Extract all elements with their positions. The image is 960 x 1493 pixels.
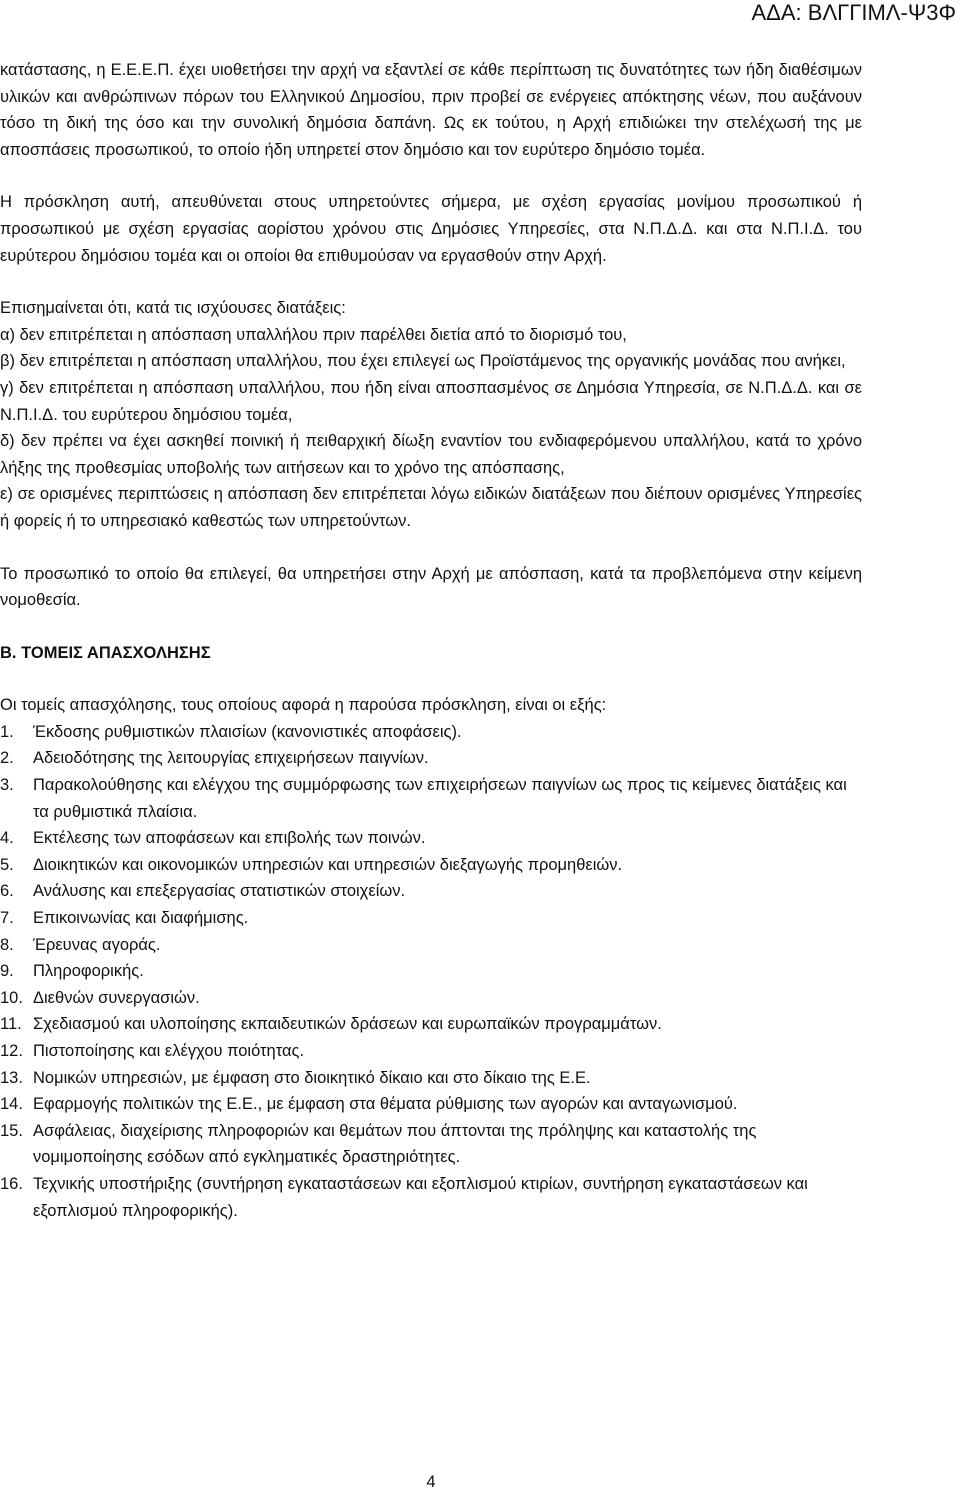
list-item — [0, 1091, 862, 1118]
list-item — [0, 852, 862, 879]
list-item — [0, 1171, 862, 1224]
list-text: Έρευνας αγοράς. — [33, 935, 161, 954]
provision-a: α) δεν επιτρέπεται η απόσπαση υπαλλήλου πριν παρέλθει διετία από το διορισμό του, — [0, 325, 627, 344]
list-number: 12. — [0, 1042, 23, 1060]
paragraph-invitation: Η πρόσκληση αυτή, απευθύνεται στους υπηρετούντες σήμερα, με σχέση εργασίας μονίμου προσωπικού ή προσωπικού με σχέση εργασίας αορίστου χρόνου στις Δημόσιες Υπηρεσίες, στα Ν.Π.Δ.Δ. και στα Ν.Π.Ι.Δ. του ευρύτερου δημόσιου τομέα και οι οποίοι θα επιθυμούσαν να εργασθούν στην Αρχή. — [0, 193, 862, 265]
list-number: 4. — [0, 829, 14, 848]
list-item — [0, 958, 862, 985]
list-text: Παρακολούθησης και ελέγχου της συμμόρφωσης των επιχειρήσεων παιγνίων ως προς τις κείμενες διατάξεις και τα ρυθμιστικά πλαίσια. — [33, 776, 847, 821]
list-text: Πληροφορικής. — [33, 962, 144, 981]
list-item — [0, 1038, 862, 1065]
list-number: 11. — [0, 1015, 22, 1034]
list-item — [0, 1011, 862, 1038]
list-item — [0, 745, 862, 772]
list-item — [0, 932, 862, 959]
list-text: Εφαρμογής πολιτικών της Ε.Ε., με έμφαση στα θέματα ρύθμισης των αγορών και ανταγωνισμού. — [33, 1095, 738, 1114]
list-text: Ανάλυσης και επεξεργασίας στατιστικών στοιχείων. — [33, 882, 406, 901]
list-item — [0, 1118, 862, 1171]
list-number: 1. — [0, 722, 14, 741]
list-text: Ασφάλειας, διαχείρισης πληροφοριών και θεμάτων που άπτονται της πρόληψης και καταστολής της νομιμοποίησης εσόδων από εγκληματικές δραστηριότητες. — [33, 1121, 757, 1167]
list-item — [0, 825, 862, 852]
paragraph-intro: κατάστασης, η Ε.Ε.Ε.Π. έχει υιοθετήσει την αρχή να εξαντλεί σε κάθε περίπτωση τις δυνατότητες των ήδη διαθέσιμων υλικών και ανθρώπινων πόρων του Ελληνικού Δημοσίου, πριν προβεί σε ενέργειες απόκτησης νέων, που αυξάνουν τόσο τη δική της όσο και την συνολική δημόσια δαπάνη. Ως εκ τούτου, η Αρχή επιδιώκει την στελέχωσή της με αποσπάσεις προσωπικού, το οποίο ήδη υπηρετεί στον δημόσιο και τον ευρύτερο δημόσιο τομέα. — [0, 61, 862, 159]
list-text: Σχεδιασμού και υλοποίησης εκπαιδευτικών δράσεων και ευρωπαϊκών προγραμμάτων. — [33, 1015, 662, 1034]
list-item — [0, 719, 862, 746]
list-item — [0, 878, 862, 905]
list-text: Αδειοδότησης της λειτουργίας επιχειρήσεων παιγνίων. — [33, 749, 429, 768]
list-number: 7. — [0, 909, 14, 928]
paragraph-secondment: Το προσωπικό το οποίο θα επιλεγεί, θα υπηρετήσει στην Αρχή με απόσπαση, κατά τα προβλεπόμενα στην κείμενη νομοθεσία. — [0, 564, 862, 610]
section-heading: Β. ΤΟΜΕΙΣ ΑΠΑΣΧΟΛΗΣΗΣ — [0, 643, 211, 662]
page-number: 4 — [426, 1473, 436, 1491]
list-number: 3. — [0, 776, 14, 795]
provision-b: β) δεν επιτρέπεται η απόσπαση υπαλλήλου, που έχει επιλεγεί ως Προϊστάμενος της οργανικής μονάδας που ανήκει, — [0, 352, 846, 371]
list-item — [0, 985, 862, 1012]
list-number: 14. — [0, 1095, 23, 1114]
list-number: 5. — [0, 855, 14, 874]
provision-d: δ) δεν πρέπει να έχει ασκηθεί ποινική ή πειθαρχική δίωξη εναντίον του ενδιαφερόμενου υπαλλήλου, κατά το χρόνο λήξης της προθεσμίας υποβολής των αιτήσεων και το χρόνο της απόσπασης, — [0, 432, 862, 477]
paragraph-provisions-intro: Επισημαίνεται ότι, κατά τις ισχύουσες διατάξεις: — [0, 299, 346, 318]
list-item — [0, 905, 862, 932]
ada-code: ΑΔΑ: ΒΛΓΓΙΜΛ-Ψ3Φ — [751, 0, 956, 25]
list-number: 16. — [0, 1174, 23, 1193]
list-number: 9. — [0, 962, 14, 981]
list-item — [0, 1065, 862, 1092]
list-item — [0, 772, 862, 825]
list-text: Νομικών υπηρεσιών, με έμφαση στο διοικητικό δίκαιο και στο δίκαιο της Ε.Ε. — [33, 1068, 591, 1087]
list-number: 10. — [0, 988, 23, 1007]
provision-c: γ) δεν επιτρέπεται η απόσπαση υπαλλήλου, που ήδη είναι αποσπασμένος σε Δημόσια Υπηρεσία, σε Ν.Π.Δ.Δ. και σε Ν.Π.Ι.Δ. του ευρύτερου δημόσιου τομέα, — [0, 378, 862, 424]
list-number: 6. — [0, 882, 14, 901]
list-number: 8. — [0, 935, 14, 954]
list-text: Έκδοσης ρυθμιστικών πλαισίων (κανονιστικές αποφάσεις). — [33, 722, 462, 741]
list-text: Πιστοποίησης και ελέγχου ποιότητας. — [33, 1042, 305, 1060]
provision-e: ε) σε ορισμένες περιπτώσεις η απόσπαση δεν επιτρέπεται λόγω ειδικών διατάξεων που διέπουν ορισμένες Υπηρεσίες ή φορείς ή το υπηρεσιακό καθεστώς των υπηρετούντων. — [0, 485, 862, 530]
list-text: Εκτέλεσης των αποφάσεων και επιβολής των ποινών. — [33, 829, 426, 848]
list-text: Διεθνών συνεργασιών. — [33, 988, 200, 1007]
sectors-intro: Οι τομείς απασχόλησης, τους οποίους αφορά η παρούσα πρόσκληση, είναι οι εξής: — [0, 696, 607, 715]
list-text: Τεχνικής υποστήριξης (συντήρηση εγκαταστάσεων και εξοπλισμού κτιρίων, συντήρηση εγκαταστάσεων και εξοπλισμού πληροφορικής). — [33, 1174, 808, 1220]
list-text: Διοικητικών και οικονομικών υπηρεσιών και υπηρεσιών διεξαγωγής προμηθειών. — [33, 855, 623, 874]
document-body — [0, 57, 862, 1224]
list-text: Επικοινωνίας και διαφήμισης. — [33, 909, 249, 928]
list-number: 15. — [0, 1121, 23, 1140]
list-number: 2. — [0, 749, 14, 768]
sectors-list — [0, 719, 862, 1224]
list-number: 13. — [0, 1068, 23, 1087]
